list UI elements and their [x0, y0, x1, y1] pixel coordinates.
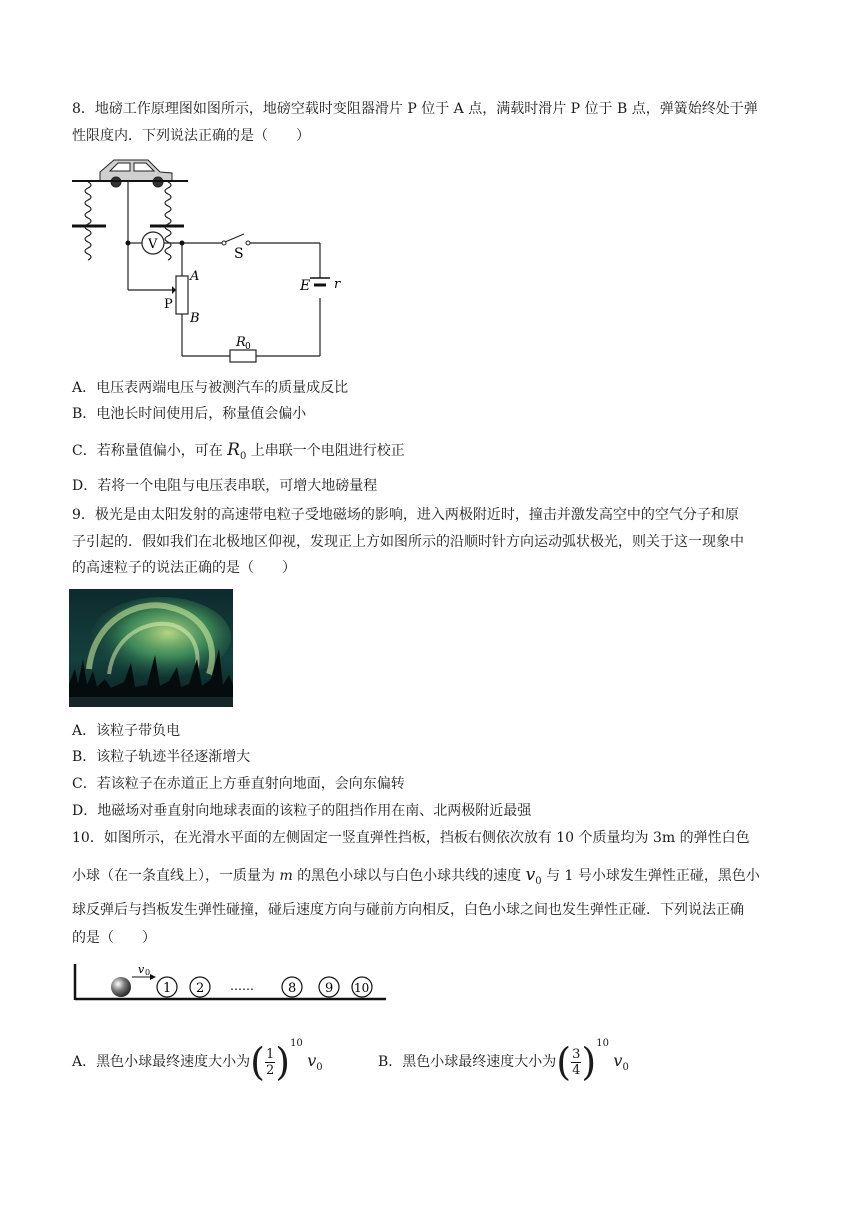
ball-1-label: 1: [163, 981, 172, 996]
resistor-sub-label: 0: [245, 342, 251, 352]
resistor-r0-icon: [230, 350, 256, 362]
q9-stem-line1: 9．极光是由太阳发射的高速带电粒子受地磁场的影响，进入两极附近时，撞击并激发高空中的空气分子和原: [72, 507, 739, 523]
q10-line2-pre: 小球（在一条直线上），一质量为: [72, 868, 280, 884]
q9-option-a: A．该粒子带负电: [72, 723, 181, 739]
q10-line2-post: 与 1 号小球发生弹性正碰，黑色小: [541, 868, 760, 884]
ball-10-label: 10: [354, 981, 370, 995]
q9-option-b: B．该粒子轨迹半径逐渐增大: [72, 749, 251, 765]
q8-option-b: B．电池长时间使用后，称量值会偏小: [72, 406, 307, 422]
ball-9-label: 9: [325, 981, 334, 996]
car-icon: [100, 160, 172, 187]
q10-option-a-exp: 10: [290, 1038, 303, 1049]
q8-stem-line1: 8．地磅工作原理图如图所示，地磅空载时变阻器滑片 P 位于 A 点，满载时滑片 P 位于 B 点，弹簧始终处于弹: [72, 101, 758, 117]
q10-option-a: [72, 1038, 323, 1084]
q8-stem-line2: 性限度内．下列说法正确的是（ ）: [72, 128, 310, 144]
q10-line2-m: m: [279, 868, 293, 884]
q10-option-b-fraction: ( $\frac{3}{4}$ ) 10: [556, 1043, 609, 1081]
q10-line2-vsub: 0: [535, 875, 542, 887]
q10-option-b-den: 4: [572, 1062, 581, 1078]
velocity-sub-label: 0: [145, 968, 151, 977]
slider-label: P: [164, 297, 173, 312]
aurora-photo: [69, 589, 233, 707]
q9-option-c: C．若该粒子在赤道正上方垂直射向地面，会向东偏转: [72, 776, 405, 792]
q8-option-a: A．电压表两端电压与被测汽车的质量成反比: [72, 380, 349, 396]
q10-line2-mid: 的黑色小球以与白色小球共线的速度: [292, 868, 526, 884]
q8-option-c-pre: C．若称量值偏小，可在: [72, 443, 228, 459]
q10-balls-figure: [70, 962, 390, 1004]
q8-weighbridge-circuit-figure: [68, 152, 341, 364]
q8-option-c: [72, 440, 405, 467]
slider-arrow-icon: [172, 286, 176, 294]
q9-option-d: D．地磁场对垂直射向地球表面的该粒子的阻挡作用在南、北两极附近最强: [72, 803, 532, 819]
spring-right: [165, 182, 171, 260]
q10-stem-line3: 球反弹后与挡板发生弹性碰撞，碰后速度方向与碰前方向相反，白色小球之间也发生弹性正碰．下列说法正确: [72, 902, 744, 918]
q10-stem-line1: 10．如图所示，在光滑水平面的左侧固定一竖直弹性挡板，挡板右侧依次放有 10 个质量均为 3m 的弹性白色: [72, 830, 750, 846]
velocity-arrow-icon: [150, 974, 156, 980]
q10-option-b-v: v: [613, 1051, 623, 1070]
q8-option-d: D．若将一个电阻与电压表串联，可增大地磅量程: [72, 478, 378, 494]
q10-option-a-num: 1: [265, 1046, 275, 1062]
q10-option-b-vsub: 0: [622, 1061, 629, 1073]
q10-option-a-fraction: ( $\frac{1}{2}$ ) 10: [250, 1043, 303, 1081]
q10-stem-line4: 的是（ ）: [72, 930, 156, 946]
q10-option-b-exp: 10: [596, 1038, 609, 1049]
rheostat-icon: [176, 276, 188, 314]
internal-r-label: r: [334, 277, 341, 292]
point-a-label: A: [190, 269, 200, 284]
q9-stem-line2: 子引起的．假如我们在北极地区仰视，发现正上方如图所示的沿顺时针方向运动弧状极光，则关于这一现象中: [72, 534, 744, 550]
voltmeter-label: V: [148, 237, 158, 252]
switch-label: S: [234, 246, 244, 262]
q10-option-a-vsub: 0: [316, 1061, 323, 1073]
q10-option-a-v: v: [307, 1051, 317, 1070]
spring-left: [85, 182, 91, 260]
ball-2-label: 2: [196, 981, 205, 996]
emf-label: E: [300, 278, 311, 294]
point-b-label: B: [190, 311, 200, 326]
q10-option-b-num: 3: [572, 1046, 581, 1062]
q8-option-c-var: R: [227, 440, 240, 460]
switch-icon: [225, 234, 244, 242]
q10-option-a-text: A．黑色小球最终速度大小为: [72, 1054, 251, 1070]
q9-stem-line3: 的高速粒子的说法正确的是（ ）: [72, 560, 296, 576]
velocity-label: v: [138, 963, 145, 976]
q10-option-b: [378, 1038, 629, 1084]
q10-option-a-den: 2: [265, 1062, 275, 1078]
q8-option-c-post: 上串联一个电阻进行校正: [246, 443, 405, 459]
q10-line2-v: v: [525, 865, 536, 885]
q8-option-c-sub: 0: [239, 450, 247, 462]
q10-stem-line2: [72, 865, 760, 892]
resistor-label: R: [236, 335, 246, 350]
ellipsis-label: ……: [230, 979, 254, 993]
black-ball-icon: [111, 977, 131, 997]
q10-option-b-text: B．黑色小球最终速度大小为: [378, 1054, 557, 1070]
ball-8-label: 8: [288, 981, 297, 996]
